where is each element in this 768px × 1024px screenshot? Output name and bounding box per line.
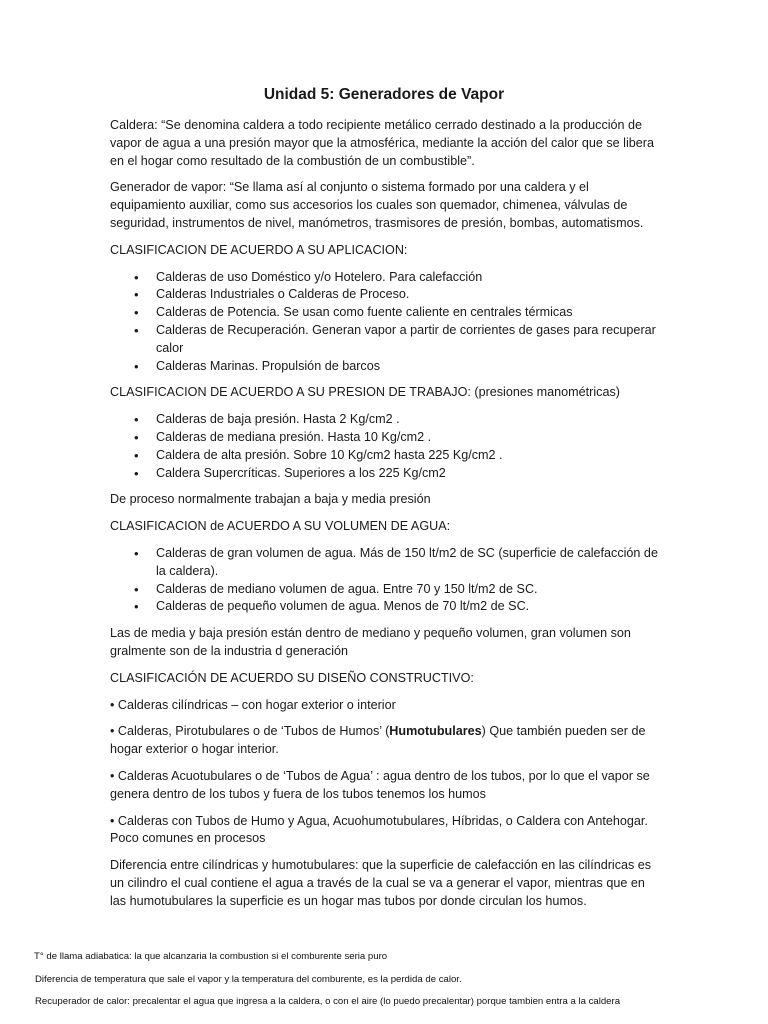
list-item: • Calderas de mediana presión. Hasta 10 Kg/cm2 . [156,429,662,447]
list-item: • Calderas de Recuperación. Generan vapor a partir de corrientes de gases para recuperar calor [156,322,662,358]
list-item: • Calderas de baja presión. Hasta 2 Kg/cm2 . [156,411,662,429]
diseno-pirotubulares-text: • Calderas, Pirotubulares o de ‘Tubos de Humos’ ( [110,724,390,739]
diseno-heading: CLASIFICACIÓN DE ACUERDO SU DISEÑO CONSTRUCTIVO: [110,670,474,685]
note-llama-adiabatica: T° de llama adiabatica: la que alcanzaria la combustion si el comburente seria puro [34,951,388,962]
list-item: • Calderas Industriales o Calderas de Proceso. [156,286,662,304]
note-recuperador-calor: Recuperador de calor: precalentar el agua que ingresa a la caldera, o con el aire (lo puedo precalentar) porque tambien entra a la caldera [35,996,621,1007]
list-item: • Caldera Supercríticas. Superiores a los 225 Kg/cm2 [156,465,662,483]
presion-heading: CLASIFICACION DE ACUERDO A SU PRESION DE TRABAJO: (presiones manométricas) [110,385,620,400]
list-item: • Caldera de alta presión. Sobre 10 Kg/cm2 hasta 225 Kg/cm2 . [156,447,662,465]
list-item: • Calderas de Potencia. Se usan como fuente caliente en centrales térmicas [156,304,662,322]
diseno-pirotubulares-rest: ) Que también pueden ser de hogar exterior o hogar interior. [110,724,646,757]
list-item: • Calderas de uso Doméstico y/o Hotelero. Para calefacción [156,269,662,287]
document-body [110,117,662,919]
volumen-list [110,545,662,616]
humotubulares-bold: Humotubulares [389,724,482,739]
aplicacion-list [110,269,662,376]
list-item: • Calderas de gran volumen de agua. Más de 150 lt/m2 de SC (superficie de calefacción de la caldera). [156,545,662,581]
caldera-definition: Caldera: “Se denomina caldera a todo recipiente metálico cerrado destinado a la producción de vapor de agua a una presión mayor que la atmosférica, mediante la acción del calor que se libera en el hogar como resultado de la combustión de un combustible”. [110,118,654,168]
note-perdida-calor: Diferencia de temperatura que sale el vapor y la temperatura del comburente, es la perdida de calor. [35,974,462,985]
diseno-cilindricas: • Calderas cilíndricas – con hogar exterior o interior [110,697,396,712]
diferencia-paragraph: Diferencia entre cilíndricas y humotubulares: que la superficie de calefacción en las cilíndricas es un cilindro el cual contiene el agua a través de la cual se va a generar el vapor, mientras que en las humotubulares la superficie es un hogar mas tubos por donde circulan los humos. [110,858,652,908]
list-item: • Calderas Marinas. Propulsión de barcos [156,358,662,376]
presion-list [110,411,662,482]
list-item: • Calderas de pequeño volumen de agua. Menos de 70 lt/m2 de SC. [156,598,662,616]
generador-definition: Generador de vapor: “Se llama así al conjunto o sistema formado por una caldera y el equipamiento auxiliar, como sus accesorios los cuales son quemador, chimenea, válvulas de seguridad, instrumentos de nivel, manómetros, trasmisores de presión, bombas, automatismos. [110,180,644,230]
aplicacion-heading: CLASIFICACION DE ACUERDO A SU APLICACION: [110,242,408,257]
diseno-pirotubulares [110,723,662,759]
volumen-heading: CLASIFICACION de ACUERDO A SU VOLUMEN DE AGUA: [110,519,451,534]
list-item: • Calderas de mediano volumen de agua. Entre 70 y 150 lt/m2 de SC. [156,581,662,599]
page-title: Unidad 5: Generadores de Vapor [263,86,505,103]
diseno-hibridas: • Calderas con Tubos de Humo y Agua, Acuohumotubulares, Híbridas, o Caldera con Antehogar. Poco comunes en procesos [110,813,648,846]
diseno-acuotubulares: • Calderas Acuotubulares o de ‘Tubos de Agua’ : agua dentro de los tubos, por lo que el vapor se genera dentro de los tubos y fuera de los tubos tenemos los humos [110,768,650,801]
volumen-note: Las de media y baja presión están dentro de mediano y pequeño volumen, gran volumen son gralmente son de la industria d generación [110,626,631,658]
presion-note: De proceso normalmente trabajan a baja y media presión [110,492,431,507]
